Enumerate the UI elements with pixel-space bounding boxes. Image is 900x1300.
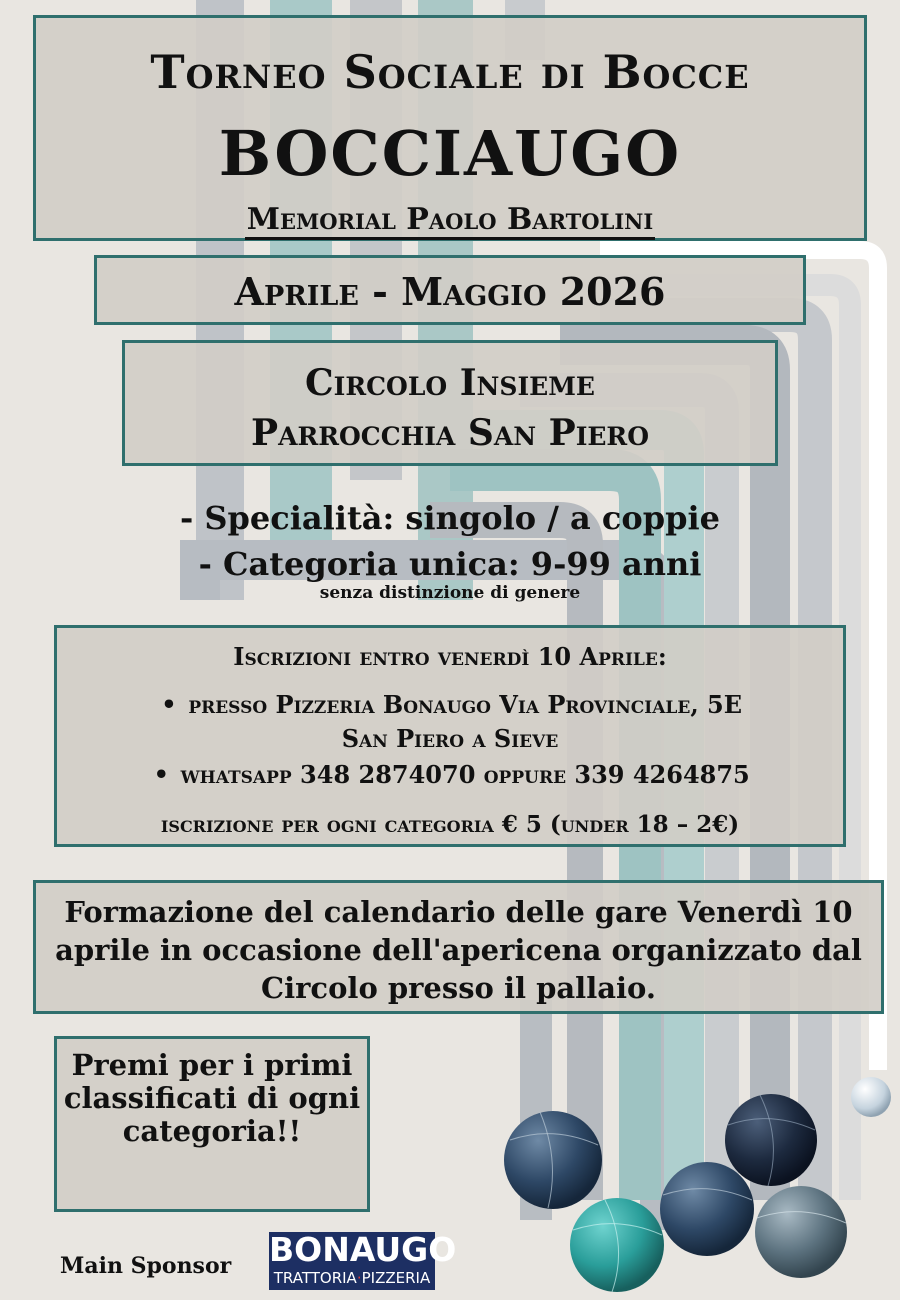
- prizes-text: Premi per i primi classificati di ogni categoria!!: [63, 1048, 361, 1148]
- event-dates: Aprile - Maggio 2026: [234, 269, 666, 314]
- bocce-ball-icon: [755, 1186, 847, 1278]
- venue-line-2: Parrocchia San Piero: [251, 412, 649, 454]
- category-line: - Categoria unica: 9-99 anni: [198, 545, 702, 583]
- registration-panel: [54, 625, 846, 847]
- calendar-text: Formazione del calendario delle gare Venerdì 10 aprile in occasione dell'apericena organizzato dal Circolo presso il pallaio.: [55, 895, 862, 1005]
- logo-name: BONAUGO: [269, 1230, 457, 1269]
- bocce-ball-icon: [570, 1198, 664, 1292]
- pallino-icon: [851, 1077, 891, 1117]
- prizes-panel: [54, 1036, 370, 1212]
- title-panel: [33, 15, 867, 241]
- logo-subtitle: TRATTORIA·PIZZERIA: [273, 1269, 431, 1287]
- dates-panel: [94, 255, 806, 325]
- gender-note: senza distinzione di genere: [319, 583, 581, 603]
- registration-heading: Iscrizioni entro venerdì 10 Aprile:: [233, 642, 667, 671]
- memorial-subtitle: Memorial Paolo Bartolini: [245, 202, 655, 240]
- registration-fee: iscrizione per ogni categoria € 5 (under 18 – 2€): [160, 811, 740, 838]
- calendar-panel: [33, 880, 884, 1014]
- bocce-ball-icon: [504, 1111, 602, 1209]
- registration-location: • presso Pizzeria Bonaugo Via Provinciale, 5E: [57, 690, 843, 720]
- bullet-icon: •: [161, 690, 177, 719]
- bocce-ball-icon: [725, 1094, 817, 1186]
- venue-line-1: Circolo Insieme: [305, 362, 595, 404]
- registration-whatsapp: • whatsapp 348 2874070 oppure 339 4264875: [57, 760, 843, 790]
- tournament-title: Torneo Sociale di Bocce: [150, 45, 750, 99]
- sponsor-logo: [269, 1230, 457, 1290]
- venue-panel: [122, 340, 778, 466]
- sponsor-label: Main Sponsor: [60, 1253, 232, 1279]
- event-name: BOCCIAUGO: [218, 117, 682, 190]
- registration-town: San Piero a Sieve: [341, 724, 559, 753]
- bocce-ball-icon: [660, 1162, 754, 1256]
- bullet-icon: •: [153, 760, 169, 789]
- specialty-line: - Specialità: singolo / a coppie: [179, 499, 720, 537]
